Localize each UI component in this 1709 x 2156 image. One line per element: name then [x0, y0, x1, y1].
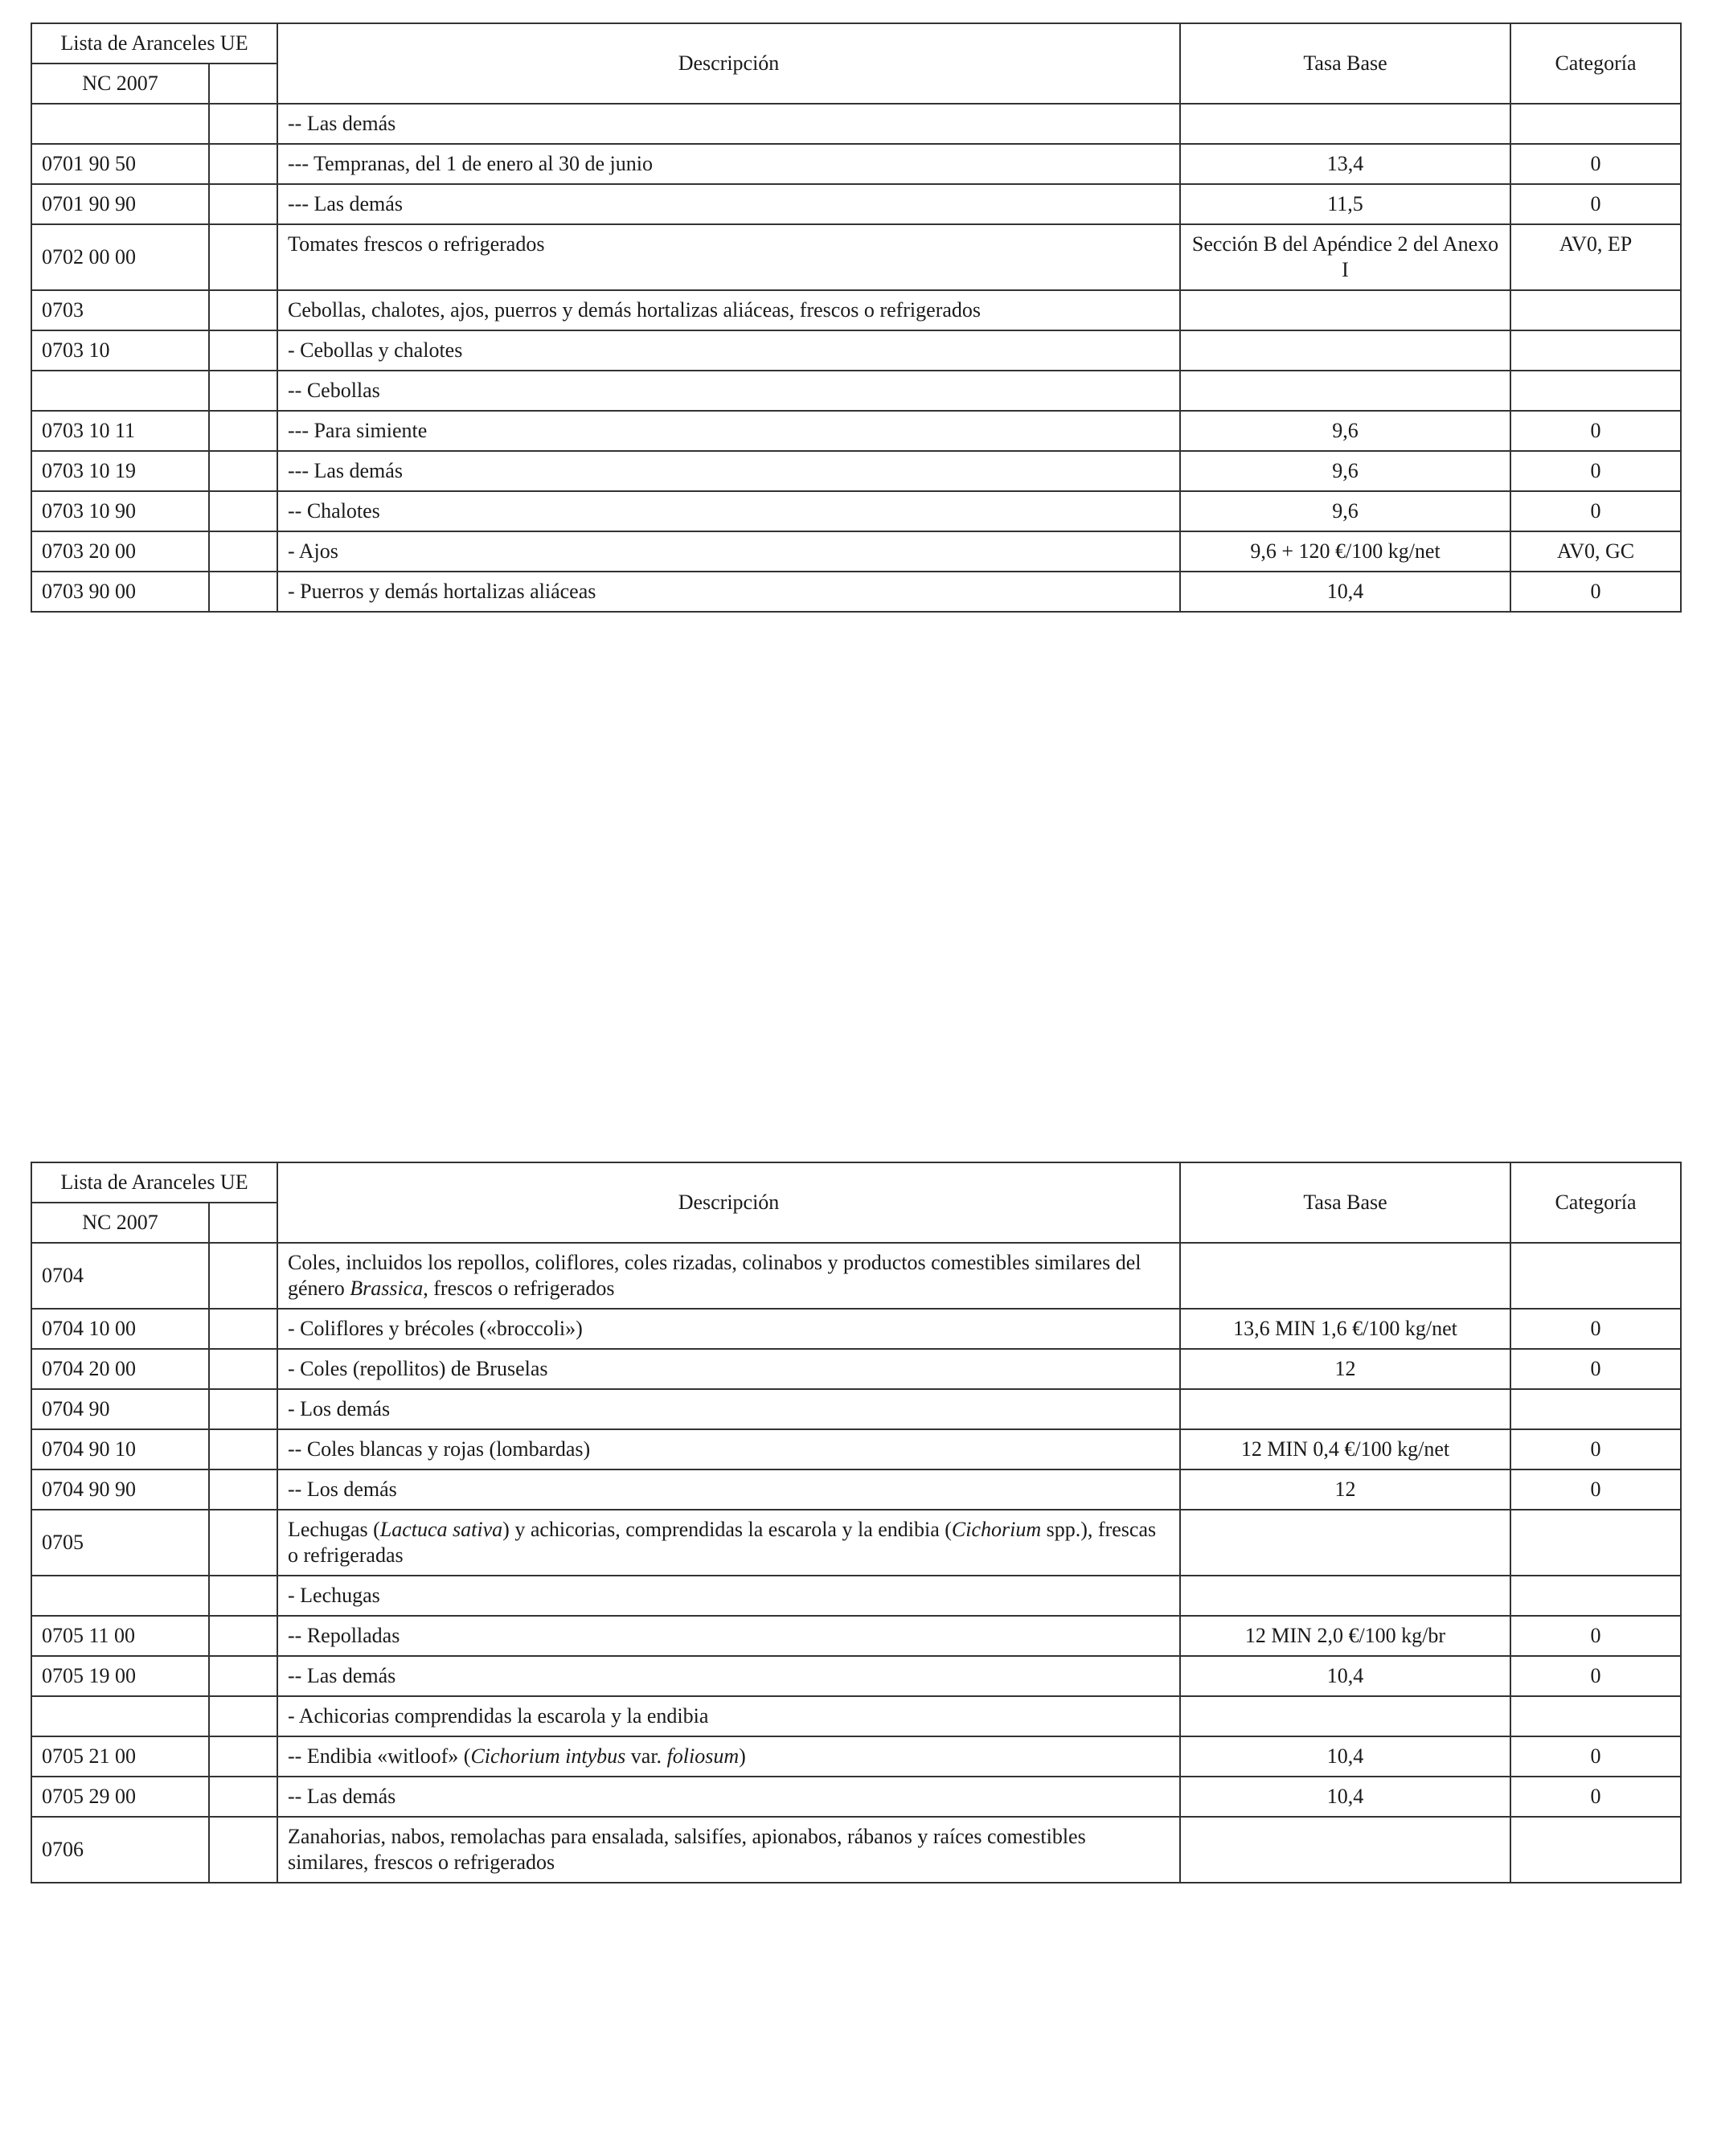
table-row — [31, 531, 1681, 572]
row-blank — [209, 491, 277, 531]
row-category: 0 — [1510, 144, 1681, 184]
row-code: 0705 19 00 — [31, 1656, 209, 1696]
table-row — [31, 224, 1681, 290]
row-description: -- Las demás — [277, 1656, 1180, 1696]
row-blank — [209, 1349, 277, 1389]
row-code: 0705 29 00 — [31, 1777, 209, 1817]
row-category: 0 — [1510, 491, 1681, 531]
italic-term: Cichorium intybus — [470, 1744, 626, 1768]
row-code: 0703 10 11 — [31, 411, 209, 451]
row-code: 0704 — [31, 1243, 209, 1309]
table-row — [31, 184, 1681, 224]
row-description: Coles, incluidos los repollos, coliflores, coles rizadas, colinabos y productos comestibles similares del género Brassica, frescos o refrigerados — [277, 1243, 1180, 1309]
row-rate: 9,6 — [1180, 411, 1510, 451]
row-description: Tomates frescos o refrigerados — [277, 224, 1180, 290]
row-blank — [209, 371, 277, 411]
table-row — [31, 451, 1681, 491]
header-lista: Lista de Aranceles UE — [31, 23, 277, 64]
row-description: -- Coles blancas y rojas (lombardas) — [277, 1429, 1180, 1469]
table-row — [31, 290, 1681, 330]
italic-term: Brassica — [350, 1277, 424, 1300]
row-description: - Puerros y demás hortalizas aliáceas — [277, 572, 1180, 612]
row-category: 0 — [1510, 1349, 1681, 1389]
row-blank — [209, 1510, 277, 1576]
row-code — [31, 1696, 209, 1736]
row-description: -- Chalotes — [277, 491, 1180, 531]
row-category: 0 — [1510, 184, 1681, 224]
row-code: 0705 21 00 — [31, 1736, 209, 1777]
row-blank — [209, 1817, 277, 1883]
row-category: 0 — [1510, 1777, 1681, 1817]
row-blank — [209, 184, 277, 224]
row-code — [31, 371, 209, 411]
header-row — [31, 23, 1681, 64]
table-row — [31, 411, 1681, 451]
row-blank — [209, 572, 277, 612]
row-rate: 12 — [1180, 1469, 1510, 1510]
row-description: --- Para simiente — [277, 411, 1180, 451]
table-row — [31, 1817, 1681, 1883]
row-blank — [209, 531, 277, 572]
row-code: 0701 90 50 — [31, 144, 209, 184]
row-rate: 10,4 — [1180, 1736, 1510, 1777]
row-code: 0704 10 00 — [31, 1309, 209, 1349]
table-row — [31, 1510, 1681, 1576]
row-blank — [209, 1309, 277, 1349]
table-row — [31, 1389, 1681, 1429]
row-blank — [209, 1696, 277, 1736]
row-code: 0701 90 90 — [31, 184, 209, 224]
row-rate: 11,5 — [1180, 184, 1510, 224]
row-blank — [209, 1469, 277, 1510]
header-tasa-base: Tasa Base — [1180, 1162, 1510, 1243]
table-row — [31, 1429, 1681, 1469]
tariff-table-2 — [31, 1162, 1682, 1883]
row-code: 0704 20 00 — [31, 1349, 209, 1389]
row-code: 0702 00 00 — [31, 224, 209, 290]
row-blank — [209, 451, 277, 491]
row-blank — [209, 1616, 277, 1656]
row-description: - Achicorias comprendidas la escarola y la endibia — [277, 1696, 1180, 1736]
row-rate: 9,6 + 120 €/100 kg/net — [1180, 531, 1510, 572]
row-code: 0703 90 00 — [31, 572, 209, 612]
row-code: 0703 10 — [31, 330, 209, 371]
row-description: Zanahorias, nabos, remolachas para ensalada, salsifíes, apionabos, rábanos y raíces comestibles similares, frescos o refrigerados — [277, 1817, 1180, 1883]
row-code: 0703 20 00 — [31, 531, 209, 572]
row-blank — [209, 1656, 277, 1696]
row-rate: 12 — [1180, 1349, 1510, 1389]
row-category: 0 — [1510, 1309, 1681, 1349]
row-category — [1510, 330, 1681, 371]
row-code: 0704 90 10 — [31, 1429, 209, 1469]
row-category: 0 — [1510, 451, 1681, 491]
row-category — [1510, 1510, 1681, 1576]
row-description: -- Endibia «witloof» (Cichorium intybus var. foliosum) — [277, 1736, 1180, 1777]
row-blank — [209, 1389, 277, 1429]
row-blank — [209, 330, 277, 371]
header-descripcion: Descripción — [277, 23, 1180, 104]
row-category — [1510, 1576, 1681, 1616]
row-rate: 12 MIN 2,0 €/100 kg/br — [1180, 1616, 1510, 1656]
row-code: 0703 10 90 — [31, 491, 209, 531]
row-code: 0703 — [31, 290, 209, 330]
row-rate: Sección B del Apéndice 2 del Anexo I — [1180, 224, 1510, 290]
row-blank — [209, 1429, 277, 1469]
row-rate: 13,6 MIN 1,6 €/100 kg/net — [1180, 1309, 1510, 1349]
row-description: -- Las demás — [277, 104, 1180, 144]
row-description: Cebollas, chalotes, ajos, puerros y demás hortalizas aliáceas, frescos o refrigerados — [277, 290, 1180, 330]
row-category — [1510, 1817, 1681, 1883]
header-blank — [209, 1203, 277, 1243]
header-blank — [209, 64, 277, 104]
row-rate: 13,4 — [1180, 144, 1510, 184]
table-row — [31, 1576, 1681, 1616]
row-category: AV0, EP — [1510, 224, 1681, 290]
table-row — [31, 1777, 1681, 1817]
row-blank — [209, 411, 277, 451]
row-blank — [209, 290, 277, 330]
header-lista: Lista de Aranceles UE — [31, 1162, 277, 1203]
table-row — [31, 1349, 1681, 1389]
row-code: 0704 90 — [31, 1389, 209, 1429]
row-description: -- Repolladas — [277, 1616, 1180, 1656]
row-category: 0 — [1510, 1469, 1681, 1510]
row-rate — [1180, 1243, 1510, 1309]
row-rate: 9,6 — [1180, 451, 1510, 491]
row-blank — [209, 144, 277, 184]
row-category — [1510, 1389, 1681, 1429]
row-rate — [1180, 1696, 1510, 1736]
table-row — [31, 371, 1681, 411]
row-category: 0 — [1510, 411, 1681, 451]
row-blank — [209, 1243, 277, 1309]
row-code: 0705 — [31, 1510, 209, 1576]
table-row — [31, 104, 1681, 144]
row-description: - Cebollas y chalotes — [277, 330, 1180, 371]
row-category: 0 — [1510, 1616, 1681, 1656]
row-category — [1510, 104, 1681, 144]
row-rate: 10,4 — [1180, 1656, 1510, 1696]
row-category — [1510, 371, 1681, 411]
table-row — [31, 330, 1681, 371]
header-categoria: Categoría — [1510, 23, 1681, 104]
table-row — [31, 1736, 1681, 1777]
table-row — [31, 1656, 1681, 1696]
table-row — [31, 572, 1681, 612]
row-code: 0706 — [31, 1817, 209, 1883]
row-rate: 10,4 — [1180, 1777, 1510, 1817]
header-tasa-base: Tasa Base — [1180, 23, 1510, 104]
row-blank — [209, 224, 277, 290]
row-rate — [1180, 1817, 1510, 1883]
header-nc: NC 2007 — [31, 1203, 209, 1243]
row-description: --- Las demás — [277, 451, 1180, 491]
header-categoria: Categoría — [1510, 1162, 1681, 1243]
row-code — [31, 1576, 209, 1616]
row-description: - Los demás — [277, 1389, 1180, 1429]
row-code: 0704 90 90 — [31, 1469, 209, 1510]
row-code — [31, 104, 209, 144]
row-category: 0 — [1510, 1736, 1681, 1777]
row-rate — [1180, 1389, 1510, 1429]
row-rate: 10,4 — [1180, 572, 1510, 612]
row-code: 0703 10 19 — [31, 451, 209, 491]
row-description: --- Tempranas, del 1 de enero al 30 de junio — [277, 144, 1180, 184]
row-category — [1510, 290, 1681, 330]
row-description: --- Las demás — [277, 184, 1180, 224]
row-description: -- Los demás — [277, 1469, 1180, 1510]
row-rate: 9,6 — [1180, 491, 1510, 531]
row-rate — [1180, 1510, 1510, 1576]
row-rate — [1180, 371, 1510, 411]
row-rate — [1180, 290, 1510, 330]
table-row — [31, 1469, 1681, 1510]
row-blank — [209, 1736, 277, 1777]
row-category: AV0, GC — [1510, 531, 1681, 572]
row-blank — [209, 104, 277, 144]
tariff-table-1 — [31, 23, 1682, 613]
table-row — [31, 144, 1681, 184]
row-rate — [1180, 104, 1510, 144]
row-rate — [1180, 1576, 1510, 1616]
row-category: 0 — [1510, 1429, 1681, 1469]
header-nc: NC 2007 — [31, 64, 209, 104]
table-row — [31, 1696, 1681, 1736]
row-description: -- Las demás — [277, 1777, 1180, 1817]
row-description: -- Cebollas — [277, 371, 1180, 411]
italic-term: foliosum — [666, 1744, 740, 1768]
header-descripcion: Descripción — [277, 1162, 1180, 1243]
table-row — [31, 491, 1681, 531]
row-category: 0 — [1510, 1656, 1681, 1696]
row-description: - Coles (repollitos) de Bruselas — [277, 1349, 1180, 1389]
table-row — [31, 1616, 1681, 1656]
row-description: - Ajos — [277, 531, 1180, 572]
row-code: 0705 11 00 — [31, 1616, 209, 1656]
row-description: Lechugas (Lactuca sativa) y achicorias, comprendidas la escarola y la endibia (Cichorium spp.), frescas o refrigeradas — [277, 1510, 1180, 1576]
row-category — [1510, 1243, 1681, 1309]
row-description: - Lechugas — [277, 1576, 1180, 1616]
italic-term: Lactuca sativa — [379, 1518, 503, 1541]
row-description: - Coliflores y brécoles («broccoli») — [277, 1309, 1180, 1349]
row-rate — [1180, 330, 1510, 371]
header-row — [31, 1162, 1681, 1203]
row-category — [1510, 1696, 1681, 1736]
row-blank — [209, 1576, 277, 1616]
table-row — [31, 1243, 1681, 1309]
row-category: 0 — [1510, 572, 1681, 612]
italic-term: Cichorium — [951, 1518, 1042, 1541]
row-rate: 12 MIN 0,4 €/100 kg/net — [1180, 1429, 1510, 1469]
row-blank — [209, 1777, 277, 1817]
table-row — [31, 1309, 1681, 1349]
